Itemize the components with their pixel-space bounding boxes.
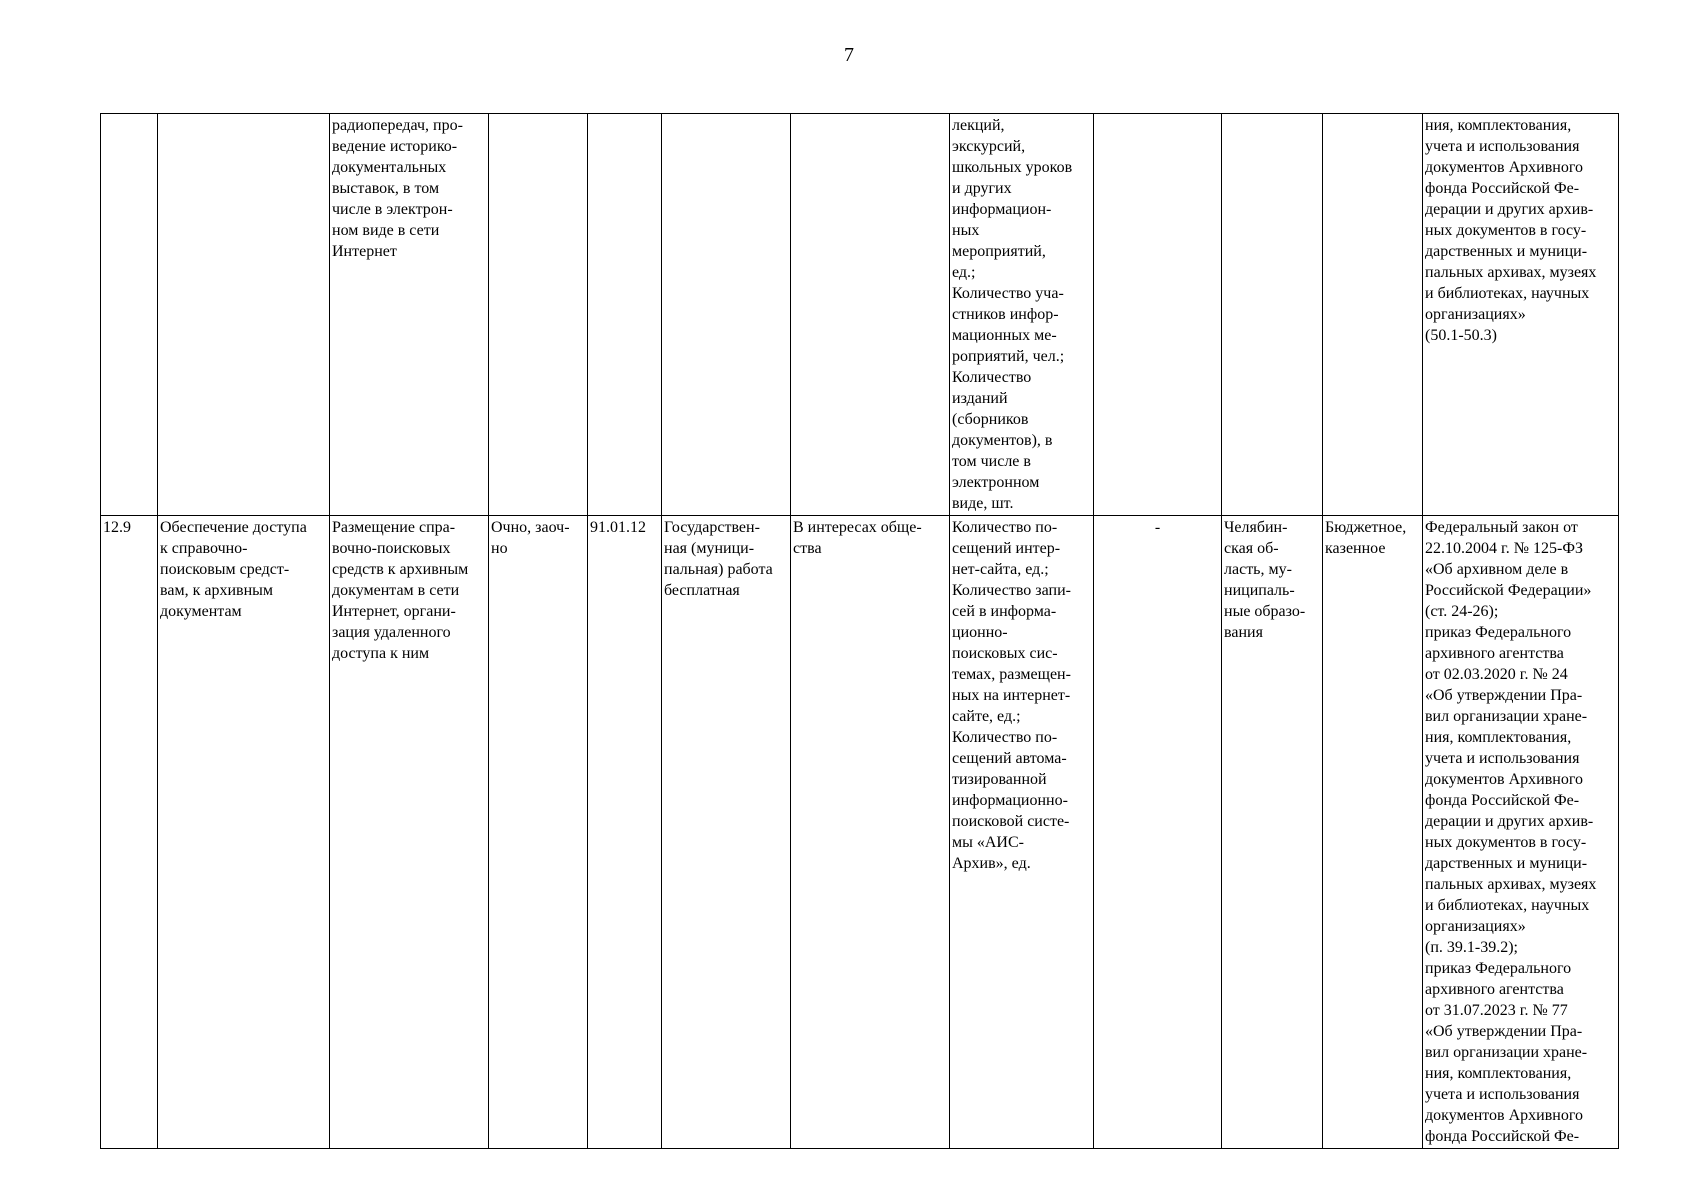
- cell-institution: [1323, 114, 1423, 516]
- cell-legal-basis: ния, комплектования, учета и использования документов Архивного фонда Российской Фе- дерации и других архив- ных документов в госу- дарственных и муници- пальных архивах, музеях и библиотеках, научных организациях» (50.1-50.3): [1423, 114, 1619, 516]
- cell-work-type: [662, 114, 791, 516]
- cell-content: Размещение спра- вочно-поисковых средств к архивным документам в сети Интернет, органи- зация удаленного доступа к ним: [330, 516, 489, 1149]
- cell-code: [588, 114, 662, 516]
- cell-institution: Бюджетное, казенное: [1323, 516, 1423, 1149]
- services-table: [100, 113, 1619, 1149]
- cell-legal-basis: Федеральный закон от 22.10.2004 г. № 125-ФЗ «Об архивном деле в Российской Федерации» (ст. 24-26); приказ Федерального архивного агентства от 02.03.2020 г. № 24 «Об утверждении Пра- вил организации хране- ния, комплектования, учета и использования документов Архивного фонда Российской Фе- дерации и других архив- ных документов в госу- дарственных и муници- пальных архивах, музеях и библиотеках, научных организациях» (п. 39.1-39.2); приказ Федерального архивного агентства от 31.07.2023 г. № 77 «Об утверждении Пра- вил организации хране- ния, комплектования, учета и использования документов Архивного фонда Российской Фе-: [1423, 516, 1619, 1149]
- cell-number: [101, 114, 158, 516]
- cell-form: [489, 114, 588, 516]
- cell-code: 91.01.12: [588, 516, 662, 1149]
- cell-content: радиопередач, про- ведение историко- документальных выставок, в том числе в электрон- ном виде в сети Интернет: [330, 114, 489, 516]
- cell-service-name: [158, 114, 330, 516]
- cell-number: 12.9: [101, 516, 158, 1149]
- cell-payment: [1094, 114, 1222, 516]
- cell-work-type: Государствен- ная (муници- пальная) работа бесплатная: [662, 516, 791, 1149]
- cell-indicators: лекций, экскурсий, школьных уроков и других информацион- ных мероприятий, ед.; Количество уча- стников инфор- мационных ме- роприятий, чел.; Количество изданий (сборников документов), в том числе в электронном виде, шт.: [950, 114, 1094, 516]
- cell-payment: -: [1094, 516, 1222, 1149]
- cell-interest: В интересах обще- ства: [791, 516, 950, 1149]
- cell-territory: [1222, 114, 1323, 516]
- cell-form: Очно, заоч- но: [489, 516, 588, 1149]
- cell-territory: Челябин- ская об- ласть, му- ниципаль- ные образо- вания: [1222, 516, 1323, 1149]
- cell-interest: [791, 114, 950, 516]
- page-number: 7: [844, 44, 854, 66]
- table-row: [101, 516, 1619, 1149]
- cell-indicators: Количество по- сещений интер- нет-сайта, ед.; Количество запи- сей в информа- ционно- поисковых сис- темах, размещен- ных на интернет- сайте, ед.; Количество по- сещений автома- тизированной информационно- поисковой систе- мы «АИС- Архив», ед.: [950, 516, 1094, 1149]
- cell-service-name: Обеспечение доступа к справочно- поисковым средст- вам, к архивным документам: [158, 516, 330, 1149]
- table-row: [101, 114, 1619, 516]
